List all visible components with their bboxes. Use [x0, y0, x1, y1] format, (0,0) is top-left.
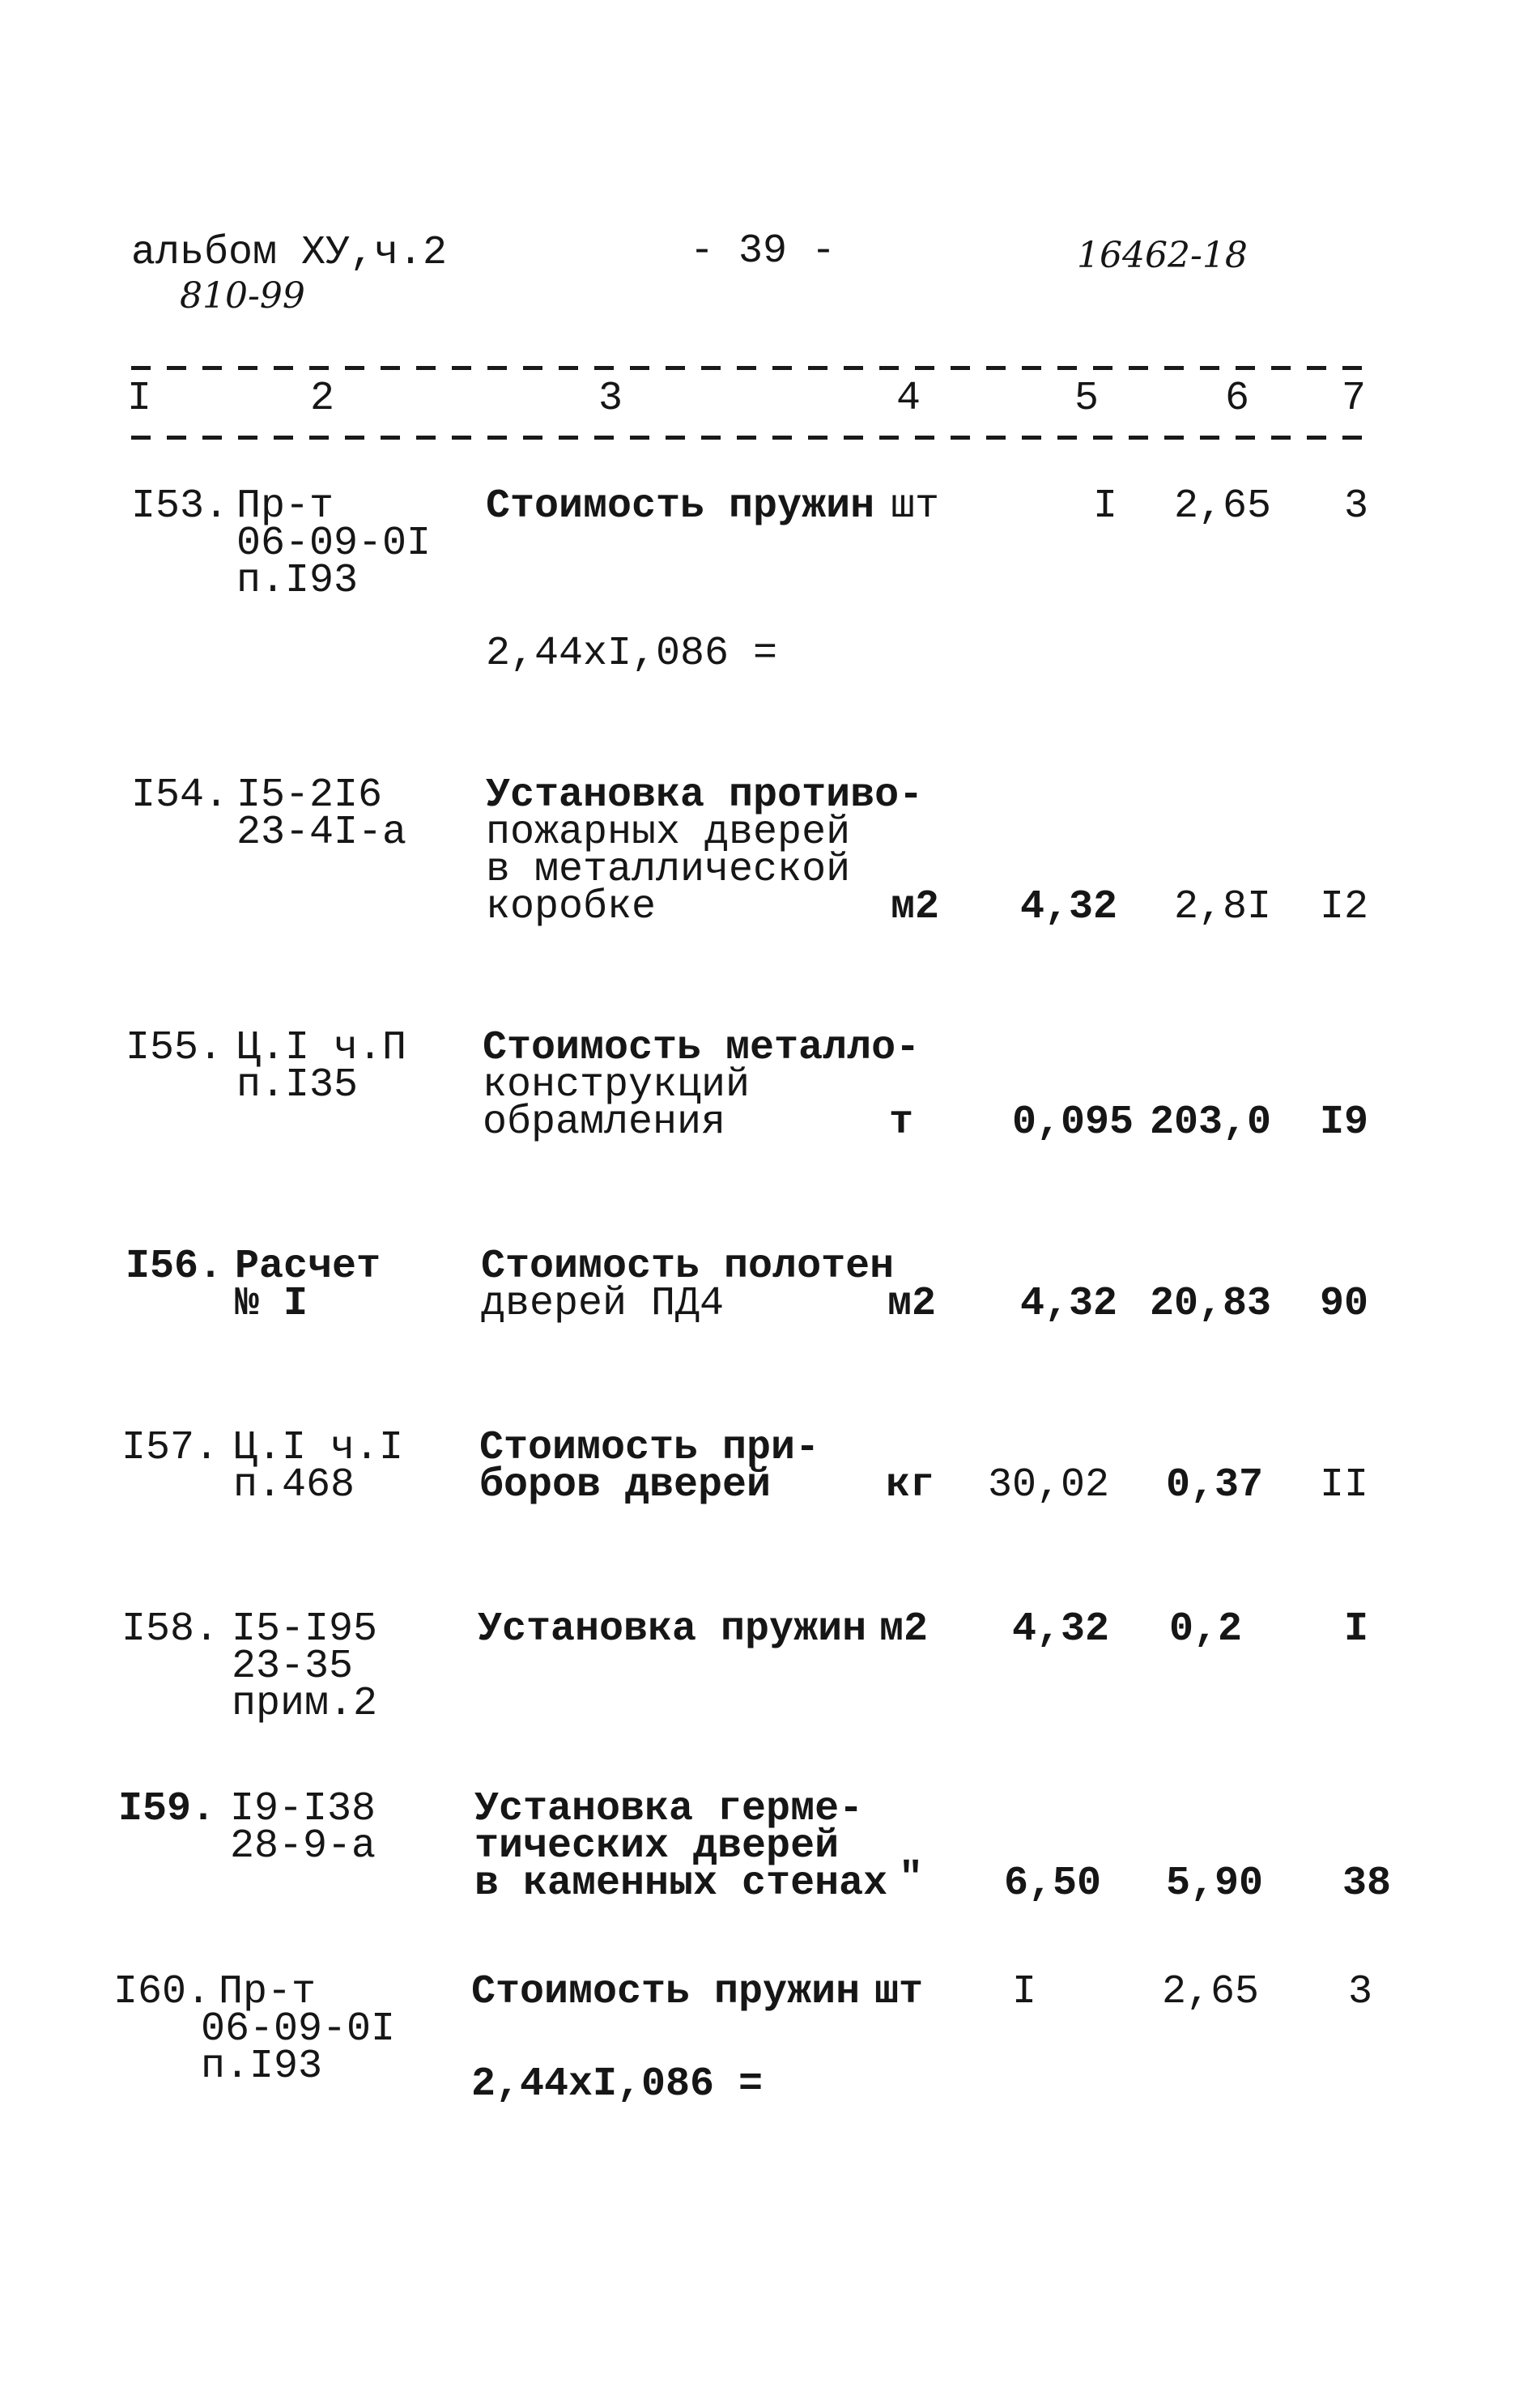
row-ref-line: 23-35 — [232, 1644, 354, 1690]
row-unit: шт — [874, 1969, 924, 2015]
handwritten-code-left: 810-99 — [180, 275, 305, 317]
row-ref-line: п.I35 — [236, 1062, 359, 1108]
row-total: 3 — [1347, 1969, 1372, 2015]
row-price: 2,65 — [1173, 483, 1271, 530]
row-qty: 30,02 — [987, 1462, 1109, 1508]
col-header-5: 5 — [1074, 376, 1099, 422]
row-price: 2,8I — [1173, 884, 1271, 930]
row-ref-line: п.I93 — [236, 558, 359, 604]
row-total: I9 — [1319, 1100, 1368, 1146]
row-desc-line: Установка пружин — [478, 1606, 867, 1653]
row-total: I — [1343, 1606, 1368, 1653]
page-number: - 39 - — [690, 228, 836, 274]
row-qty: I — [1092, 483, 1117, 530]
row-number: I60. — [113, 1969, 211, 2015]
row-ref-line: 06-09-0I — [201, 2006, 396, 2052]
row-ref-line: п.I93 — [201, 2044, 323, 2090]
row-total: II — [1319, 1462, 1368, 1508]
row-qty: 6,50 — [1003, 1861, 1101, 1907]
row-desc-line: конструкций — [483, 1062, 751, 1108]
row-desc-line: коробке — [486, 884, 657, 930]
col-header-1: I — [126, 376, 151, 422]
row-desc-line: Установка противо- — [486, 772, 924, 819]
row-desc-line: в каменных стенах — [474, 1861, 888, 1907]
row-desc-line: Стоимость металло- — [483, 1025, 921, 1071]
album-label: альбом ХУ,ч.2 — [131, 230, 448, 276]
row-desc-line: Установка герме- — [474, 1786, 864, 1832]
row-price: 0,2 — [1169, 1606, 1243, 1653]
row-qty: 4,32 — [1019, 884, 1117, 930]
row-ref-line: 23-4I-a — [236, 810, 407, 856]
row-unit: шт — [891, 483, 940, 530]
row-unit: т — [889, 1100, 914, 1146]
row-number: I58. — [121, 1606, 219, 1653]
row-formula: 2,44xI,086 = — [486, 631, 778, 677]
row-number: I59. — [118, 1786, 216, 1832]
row-number: I56. — [125, 1244, 223, 1290]
row-ref-line: 06-09-0I — [236, 521, 432, 567]
row-desc-line: Стоимость при- — [479, 1425, 820, 1471]
row-ref-line: 28-9-a — [230, 1823, 376, 1869]
row-qty: 0,095 — [1011, 1100, 1134, 1146]
row-total: 38 — [1342, 1861, 1391, 1907]
row-price: 203,0 — [1149, 1100, 1271, 1146]
row-ref-line: I5-I95 — [232, 1606, 378, 1653]
row-desc-line: Стоимость пружин — [471, 1969, 861, 2015]
row-price: 0,37 — [1165, 1462, 1263, 1508]
row-number: I57. — [121, 1425, 219, 1471]
row-ref-line: I5-2I6 — [236, 772, 383, 819]
row-ref-line: п.468 — [233, 1462, 355, 1508]
row-ref-line: Пр-т — [236, 483, 334, 530]
row-number: I54. — [131, 772, 229, 819]
row-desc-line: Стоимость пружин — [486, 483, 875, 530]
divider-bottom — [131, 436, 1370, 440]
col-header-3: 3 — [598, 376, 623, 422]
row-desc-line: тических дверей — [474, 1823, 840, 1869]
row-desc-line: обрамления — [483, 1100, 726, 1146]
row-formula: 2,44xI,086 = — [471, 2061, 764, 2108]
row-total: 90 — [1319, 1281, 1368, 1327]
divider-top — [131, 366, 1370, 370]
col-header-7: 7 — [1341, 376, 1366, 422]
row-ref-line: Пр-т — [219, 1969, 317, 2015]
handwritten-code-right: 16462-18 — [1077, 235, 1248, 276]
row-ref-line: № I — [235, 1281, 308, 1327]
row-price: 20,83 — [1149, 1281, 1271, 1327]
row-ref-line: Ц.I ч.П — [236, 1025, 407, 1071]
row-unit: м2 — [891, 884, 940, 930]
row-unit: " — [899, 1856, 924, 1902]
col-header-4: 4 — [895, 376, 921, 422]
row-ref-line: прим.2 — [232, 1681, 378, 1727]
row-unit: м2 — [879, 1606, 929, 1653]
row-number: I53. — [131, 483, 229, 530]
row-number: I55. — [125, 1025, 223, 1071]
row-ref-line: I9-I38 — [230, 1786, 376, 1832]
row-total: I2 — [1319, 884, 1368, 930]
row-unit: м2 — [887, 1281, 937, 1327]
row-desc-line: боров дверей — [479, 1462, 772, 1508]
row-qty: 4,32 — [1019, 1281, 1117, 1327]
row-total: 3 — [1343, 483, 1368, 530]
row-unit: кг — [886, 1462, 935, 1508]
row-desc-line: Стоимость полотен — [481, 1244, 895, 1290]
row-desc-line: дверей ПД4 — [481, 1281, 725, 1327]
col-header-2: 2 — [309, 376, 334, 422]
row-price: 2,65 — [1161, 1969, 1259, 2015]
col-header-6: 6 — [1224, 376, 1249, 422]
row-price: 5,90 — [1165, 1861, 1263, 1907]
row-ref-line: Ц.I ч.I — [233, 1425, 404, 1471]
row-desc-line: в металлической — [486, 847, 851, 893]
row-desc-line: пожарных дверей — [486, 810, 851, 856]
row-qty: 4,32 — [1011, 1606, 1109, 1653]
row-qty: I — [1012, 1969, 1037, 2015]
row-ref-line: Расчет — [235, 1244, 381, 1290]
